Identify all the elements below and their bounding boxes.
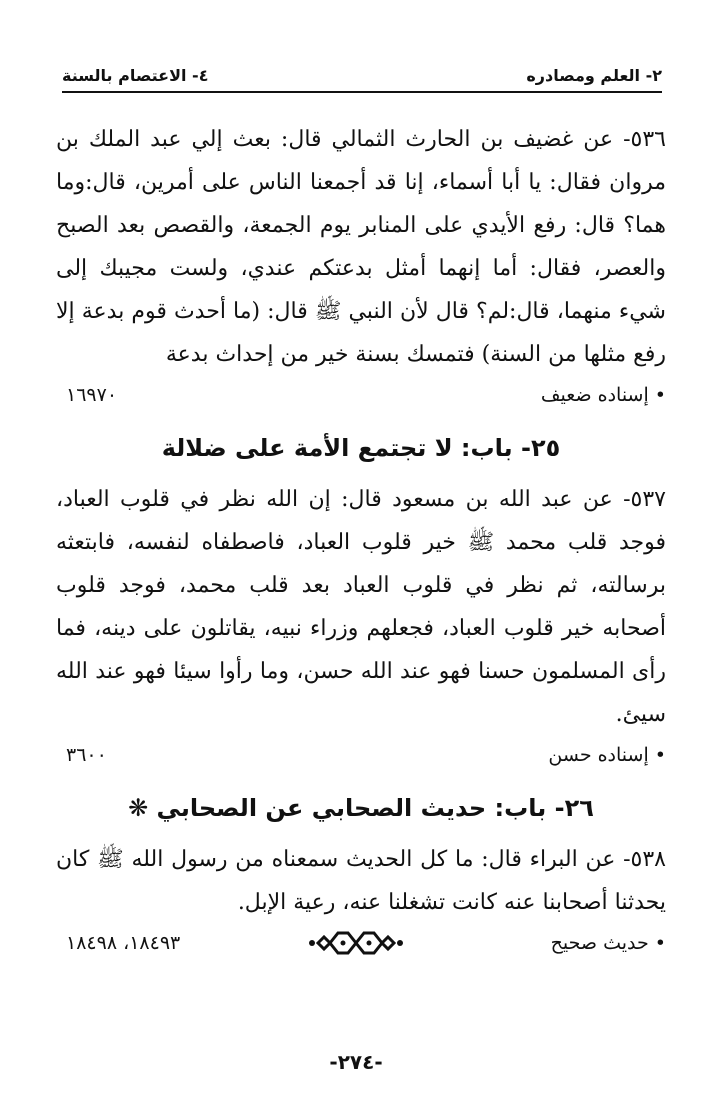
running-header <box>62 66 662 93</box>
grading-row <box>56 380 666 410</box>
grading-label: • إسناده حسن <box>548 744 666 766</box>
chapter-heading: ٢٥- باب: لا تجتمع الأمة على ضلالة <box>161 434 561 462</box>
hadith-paragraph <box>56 838 666 924</box>
hadith-text: - عن البراء قال: ما كل الحديث سمعناه من رسول الله ﷺ كان يحدثنا أصحابنا عنه كانت تشغلنا عنه، رعية الإبل. <box>56 847 666 915</box>
page-number: -٢٧٤- <box>329 1050 383 1074</box>
hadith-number: ٥٣٨ <box>630 847 666 872</box>
hadith-paragraph <box>56 478 666 736</box>
hadith-number: ٥٣٧ <box>630 487 666 512</box>
hadith-paragraph <box>56 118 666 376</box>
hadith-text: - عن غضيف بن الحارث الثمالي قال: بعث إلي عبد الملك بن مروان فقال: يا أبا أسماء، إنا قد أجمعنا الناس على أمرين، قال:وما هما؟ قال: رفع الأيدي على المنابر يوم الجمعة، والقصص بعد الصبح والعصر، فقال: أما إنهما أمثل بدعتكم عندي، ولست مجيبك إلى شيء منهما، قال:لم؟ قال لأن النبي ﷺ قال: (ما أحدث قوم بدعة إلا رفع مثلها من السنة) فتمسك بسنة خير من إحداث بدعة <box>56 127 666 367</box>
page-content <box>56 118 666 958</box>
reference-number: ٣٦٠٠ <box>66 744 107 766</box>
hadith-text: - عن عبد الله بن مسعود قال: إن الله نظر في قلوب العباد، فوجد قلب محمد ﷺ خير قلوب العباد، فاصطفاه لنفسه، فابتعثه برسالته، ثم نظر في قلوب العباد بعد قلب محمد، فوجد قلوب أصحابه خير قلوب العباد، فجعلهم وزراء نبيه، يقاتلون على دينه، فما رأى المسلمون حسنا فهو عند الله حسن، وما رأوا سيئا فهو عند الله سيئ. <box>56 487 666 727</box>
header-chapter-title: ٢- العلم ومصادره <box>526 66 662 85</box>
grading-label: • حديث صحيح <box>550 932 666 954</box>
chapter-heading: ٢٦- باب: حديث الصحابي عن الصحابي ❋ <box>128 794 594 822</box>
header-section-title: ٤- الاعتصام بالسنة <box>62 66 209 85</box>
reference-number: ١٦٩٧٠ <box>66 384 118 406</box>
grading-row <box>56 740 666 770</box>
ornament-divider-icon <box>0 928 712 958</box>
reference-number: ١٨٤٩٣، ١٨٤٩٨ <box>66 932 181 954</box>
grading-label: • إسناده ضعيف <box>540 384 666 406</box>
hadith-number: ٥٣٦ <box>630 127 666 152</box>
ornament-graphic <box>308 928 404 958</box>
